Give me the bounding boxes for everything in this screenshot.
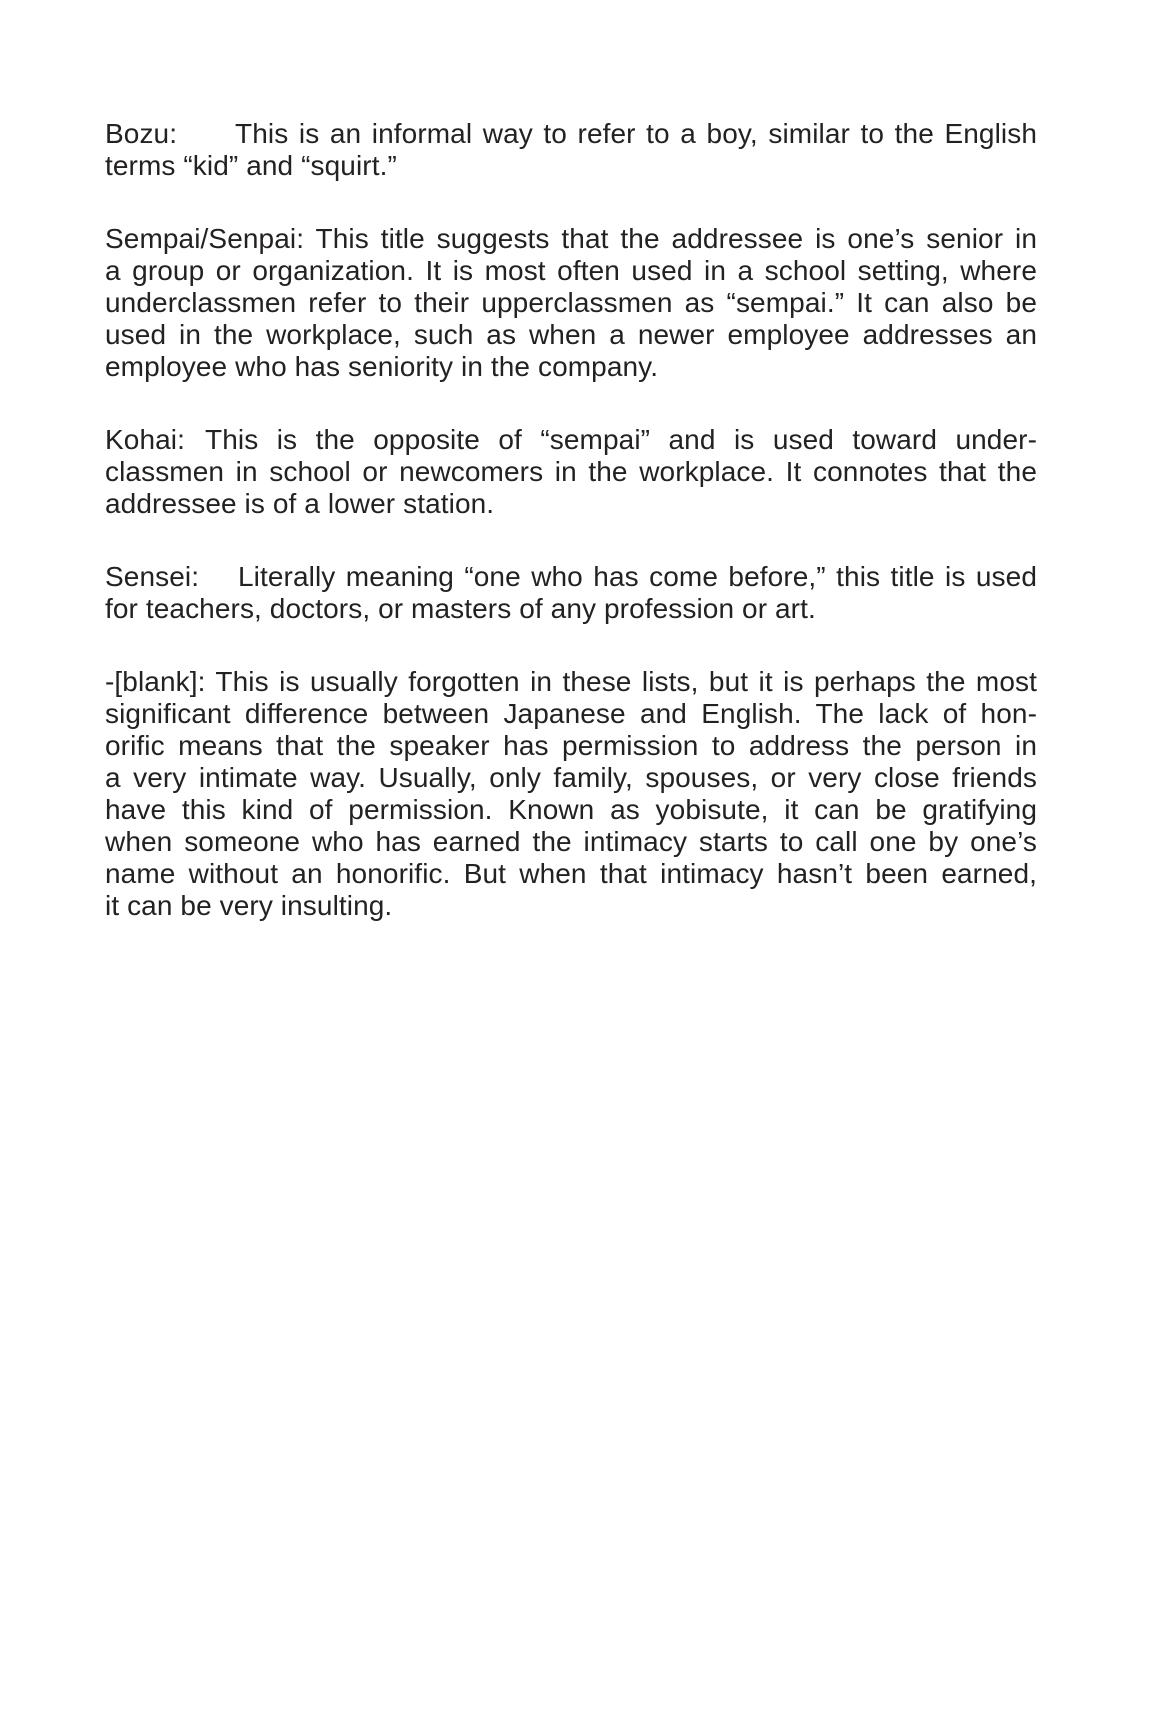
honorific-label-sensei: Sensei:: [105, 561, 200, 592]
honorific-label-blank: -[blank]:: [105, 666, 206, 697]
text-line: classmen in school or newcomers in the workplace. It connotes that the: [105, 456, 1037, 487]
line-text: Literally meaning “one who has come before,” this title is used: [238, 561, 1037, 592]
line-text: This is the opposite of “sempai” and is used toward under-: [205, 424, 1037, 455]
line-text: This is an informal way to refer to a boy, similar to the English: [235, 118, 1037, 149]
honorific-label-kohai: Kohai:: [105, 424, 185, 455]
text-line: [105, 561, 1037, 593]
text-line: it can be very insulting.: [105, 890, 393, 921]
text-line: for teachers, doctors, or masters of any profession or art.: [105, 593, 816, 624]
paragraph-sempai: [105, 223, 1037, 383]
text-line: underclassmen refer to their upperclassmen as “sempai.” It can also be: [105, 287, 1037, 318]
text-line: addressee is of a lower station.: [105, 488, 495, 519]
honorific-label-sempai: Sempai/Senpai:: [105, 223, 305, 254]
text-line: [105, 118, 1037, 150]
text-line: employee who has seniority in the company.: [105, 351, 659, 382]
text-line: when someone who has earned the intimacy starts to call one by one’s: [105, 826, 1037, 857]
text-line: [105, 223, 1037, 255]
text-line: [105, 424, 1037, 456]
text-line: used in the workplace, such as when a newer employee addresses an: [105, 319, 1037, 350]
text-line: significant difference between Japanese and English. The lack of hon-: [105, 698, 1037, 729]
line-text: This is usually forgotten in these lists, but it is perhaps the most: [215, 666, 1038, 697]
text-line: [105, 666, 1037, 698]
honorific-label-bozu: Bozu:: [105, 118, 178, 149]
paragraph-sensei: [105, 561, 1037, 625]
line-text: This title suggests that the addressee is one’s senior in: [315, 223, 1038, 254]
text-line: terms “kid” and “squirt.”: [105, 150, 397, 181]
text-line: name without an honorific. But when that intimacy hasn’t been earned,: [105, 858, 1037, 889]
glossary-page: [0, 0, 1037, 922]
text-line: have this kind of permission. Known as yobisute, it can be gratifying: [105, 794, 1037, 825]
text-line: a very intimate way. Usually, only family, spouses, or very close friends: [105, 762, 1037, 793]
paragraph-bozu: [105, 118, 1037, 182]
text-line: orific means that the speaker has permission to address the person in: [105, 730, 1037, 761]
paragraph-blank-honorific: [105, 666, 1037, 922]
text-line: a group or organization. It is most often used in a school setting, where: [105, 255, 1037, 286]
paragraph-kohai: [105, 424, 1037, 520]
